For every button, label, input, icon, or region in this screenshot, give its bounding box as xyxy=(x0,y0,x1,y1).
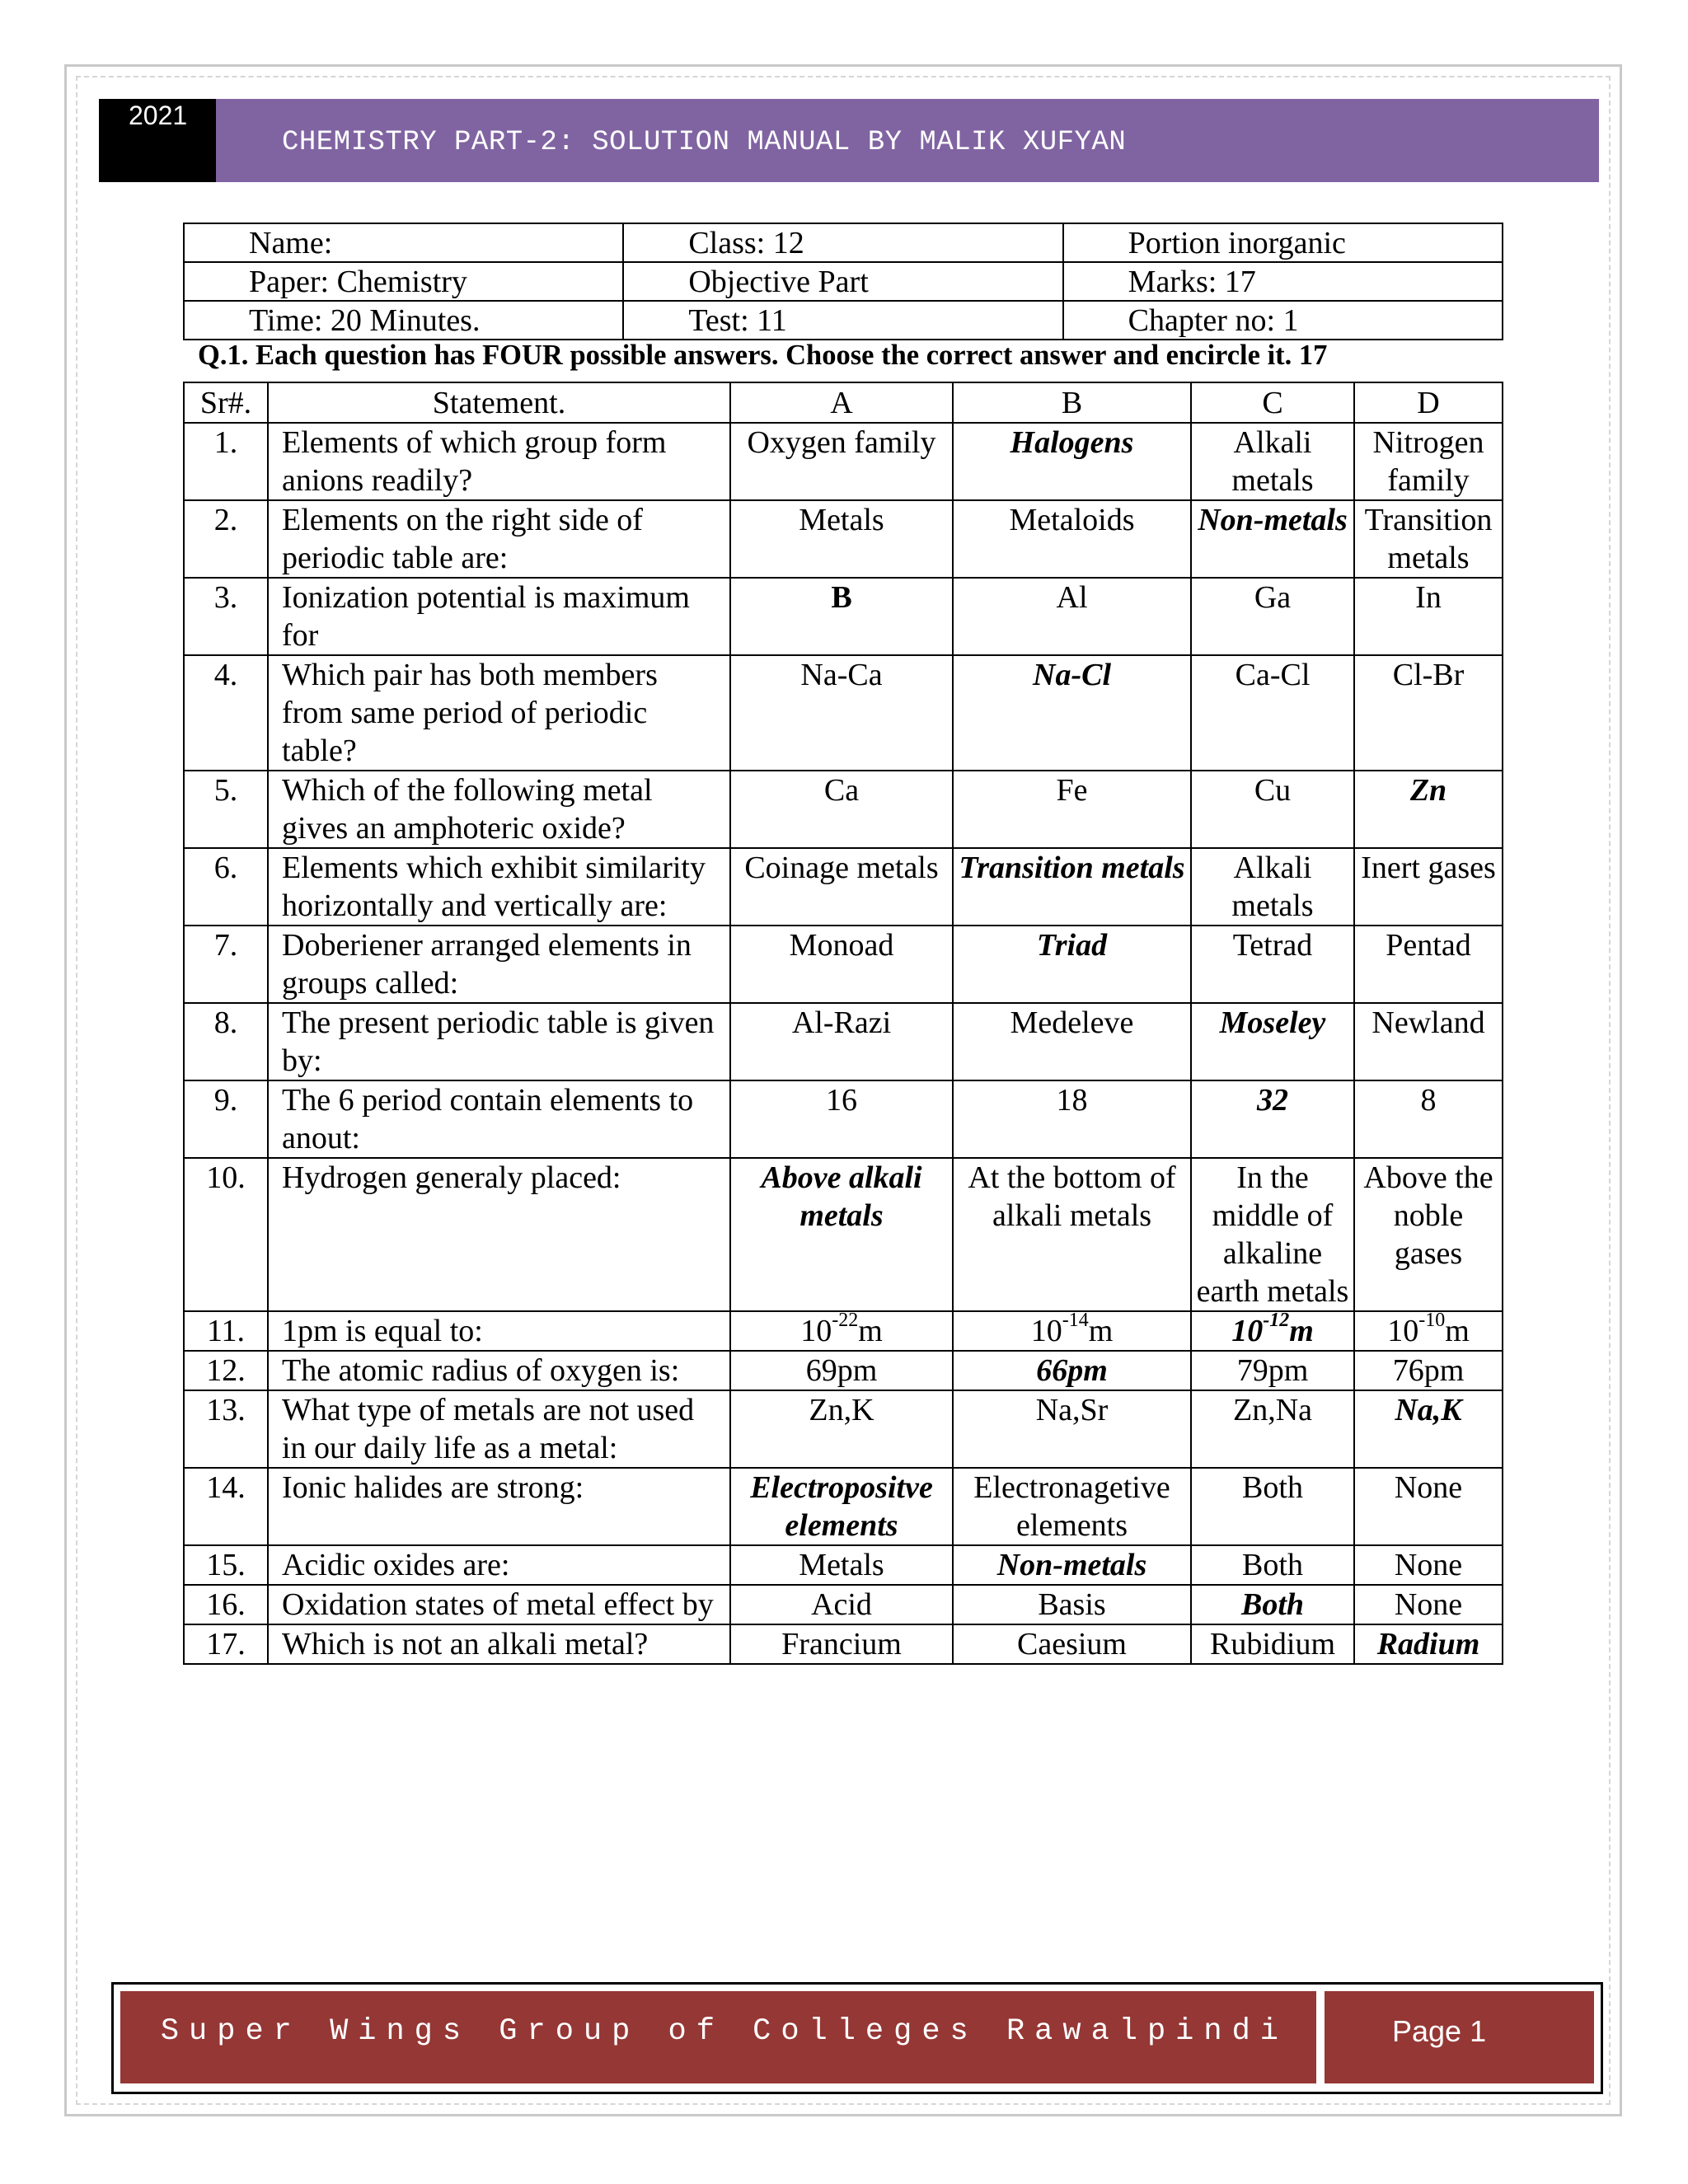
option-b: Basis xyxy=(953,1585,1191,1624)
col-header-sr: Sr#. xyxy=(184,382,268,423)
option-c: Tetrad xyxy=(1191,926,1354,1003)
option-c-correct: Both xyxy=(1191,1585,1354,1624)
option-a: Acid xyxy=(730,1585,953,1624)
question-instruction: Q.1. Each question has FOUR possible answers. Choose the correct answer and encircle it. 17 xyxy=(198,340,1328,371)
option-c: Alkali metals xyxy=(1191,848,1354,926)
option-b: At the bottom of alkali metals xyxy=(953,1158,1191,1311)
option-c: Both xyxy=(1191,1468,1354,1545)
option-c: Rubidium xyxy=(1191,1624,1354,1664)
row-sr: 7. xyxy=(184,926,268,1003)
row-sr: 12. xyxy=(184,1351,268,1390)
option-d-correct: Zn xyxy=(1354,771,1503,848)
col-header-d: D xyxy=(1354,382,1503,423)
row-sr: 14. xyxy=(184,1468,268,1545)
table-row xyxy=(184,771,1503,848)
option-c: Ca-Cl xyxy=(1191,655,1354,771)
option-a-correct: Electropositve elements xyxy=(730,1468,953,1545)
option-d: Above the noble gases xyxy=(1354,1158,1503,1311)
table-row xyxy=(184,1585,1503,1624)
option-d-correct: Radium xyxy=(1354,1624,1503,1664)
row-statement: Ionic halides are strong: xyxy=(268,1468,730,1545)
option-d xyxy=(1354,1311,1503,1351)
footer-page-number: Page 1 xyxy=(1325,1991,1594,2083)
option-a: 69pm xyxy=(730,1351,953,1390)
row-statement: Hydrogen generaly placed: xyxy=(268,1158,730,1311)
option-d: 8 xyxy=(1354,1080,1503,1158)
row-statement: Doberiener arranged elements in groups called: xyxy=(268,926,730,1003)
info-row xyxy=(184,223,1503,262)
option-a: 16 xyxy=(730,1080,953,1158)
table-row xyxy=(184,1158,1503,1311)
option-a: Ca xyxy=(730,771,953,848)
row-statement: 1pm is equal to: xyxy=(268,1311,730,1351)
option-c: Zn,Na xyxy=(1191,1390,1354,1468)
table-row xyxy=(184,1311,1503,1351)
option-b-correct: Triad xyxy=(953,926,1191,1003)
option-c: Cu xyxy=(1191,771,1354,848)
option-b: Al xyxy=(953,578,1191,655)
option-a: Na-Ca xyxy=(730,655,953,771)
row-statement: Which of the following metal gives an amphoteric oxide? xyxy=(268,771,730,848)
option-a: Francium xyxy=(730,1624,953,1664)
footer-college: Super Wings Group of Colleges Rawalpindi xyxy=(120,1991,1316,2083)
row-sr: 13. xyxy=(184,1390,268,1468)
option-b: 18 xyxy=(953,1080,1191,1158)
option-d: None xyxy=(1354,1585,1503,1624)
option-d: Nitrogen family xyxy=(1354,423,1503,500)
table-row xyxy=(184,848,1503,926)
row-statement: Elements of which group form anions readily? xyxy=(268,423,730,500)
row-sr: 8. xyxy=(184,1003,268,1080)
option-d: Newland xyxy=(1354,1003,1503,1080)
info-name: Name: xyxy=(184,223,623,262)
row-sr: 5. xyxy=(184,771,268,848)
option-d: None xyxy=(1354,1545,1503,1585)
row-sr: 9. xyxy=(184,1080,268,1158)
option-d: Pentad xyxy=(1354,926,1503,1003)
table-row xyxy=(184,926,1503,1003)
table-row xyxy=(184,1390,1503,1468)
option-b: Caesium xyxy=(953,1624,1191,1664)
option-a: Al-Razi xyxy=(730,1003,953,1080)
power-base: 10 xyxy=(1231,1314,1264,1348)
info-row xyxy=(184,262,1503,301)
option-b-correct: Na-Cl xyxy=(953,655,1191,771)
table-row xyxy=(184,1080,1503,1158)
option-c: Alkali metals xyxy=(1191,423,1354,500)
col-header-c: C xyxy=(1191,382,1354,423)
option-a: Oxygen family xyxy=(730,423,953,500)
option-b: Fe xyxy=(953,771,1191,848)
row-statement: Elements on the right side of periodic table are: xyxy=(268,500,730,578)
option-b: Electronagetive elements xyxy=(953,1468,1191,1545)
option-a: Zn,K xyxy=(730,1390,953,1468)
col-header-statement: Statement. xyxy=(268,382,730,423)
mcq-header-row xyxy=(184,382,1503,423)
option-b-correct: Halogens xyxy=(953,423,1191,500)
row-sr: 11. xyxy=(184,1311,268,1351)
option-d: In xyxy=(1354,578,1503,655)
power-unit: m xyxy=(1088,1314,1114,1348)
row-sr: 4. xyxy=(184,655,268,771)
col-header-a: A xyxy=(730,382,953,423)
info-part: Objective Part xyxy=(623,262,1062,301)
option-a: Metals xyxy=(730,1545,953,1585)
option-d: Inert gases xyxy=(1354,848,1503,926)
row-statement: The present periodic table is given by: xyxy=(268,1003,730,1080)
option-c-correct xyxy=(1191,1311,1354,1351)
option-c: Ga xyxy=(1191,578,1354,655)
row-statement: What type of metals are not used in our daily life as a metal: xyxy=(268,1390,730,1468)
option-d: 76pm xyxy=(1354,1351,1503,1390)
power-base: 10 xyxy=(800,1314,832,1348)
row-sr: 2. xyxy=(184,500,268,578)
info-test: Test: 11 xyxy=(623,301,1062,340)
header-year: 2021 xyxy=(99,99,216,182)
option-c: Both xyxy=(1191,1545,1354,1585)
table-row xyxy=(184,1624,1503,1664)
row-sr: 10. xyxy=(184,1158,268,1311)
option-a-correct: B xyxy=(730,578,953,655)
option-d-correct: Na,K xyxy=(1354,1390,1503,1468)
mcq-table xyxy=(183,382,1503,1665)
option-b: Medeleve xyxy=(953,1003,1191,1080)
option-b xyxy=(953,1311,1191,1351)
option-c-correct: Non-metals xyxy=(1191,500,1354,578)
info-chapter: Chapter no: 1 xyxy=(1063,301,1503,340)
option-d: Cl-Br xyxy=(1354,655,1503,771)
row-statement: Oxidation states of metal effect by xyxy=(268,1585,730,1624)
option-a: Metals xyxy=(730,500,953,578)
table-row xyxy=(184,578,1503,655)
row-statement: Which pair has both members from same period of periodic table? xyxy=(268,655,730,771)
info-table xyxy=(183,223,1503,340)
power-exponent: -12 xyxy=(1263,1310,1290,1332)
row-sr: 16. xyxy=(184,1585,268,1624)
power-exponent: -10 xyxy=(1418,1310,1446,1332)
row-sr: 6. xyxy=(184,848,268,926)
option-b-correct: 66pm xyxy=(953,1351,1191,1390)
option-b-correct: Non-metals xyxy=(953,1545,1191,1585)
row-statement: The atomic radius of oxygen is: xyxy=(268,1351,730,1390)
table-row xyxy=(184,1003,1503,1080)
row-statement: Acidic oxides are: xyxy=(268,1545,730,1585)
header-title: CHEMISTRY PART-2: SOLUTION MANUAL BY MALIK XUFYAN xyxy=(216,99,1599,182)
option-a xyxy=(730,1311,953,1351)
info-time: Time: 20 Minutes. xyxy=(184,301,623,340)
row-sr: 15. xyxy=(184,1545,268,1585)
power-base: 10 xyxy=(1387,1314,1419,1348)
option-a: Monoad xyxy=(730,926,953,1003)
option-a-correct: Above alkali metals xyxy=(730,1158,953,1311)
row-sr: 17. xyxy=(184,1624,268,1664)
info-row xyxy=(184,301,1503,340)
row-statement: Elements which exhibit similarity horizontally and vertically are: xyxy=(268,848,730,926)
row-sr: 3. xyxy=(184,578,268,655)
option-c-correct: Moseley xyxy=(1191,1003,1354,1080)
table-row xyxy=(184,500,1503,578)
info-portion: Portion inorganic xyxy=(1063,223,1503,262)
power-unit: m xyxy=(1445,1314,1470,1348)
option-d: Transition metals xyxy=(1354,500,1503,578)
info-paper: Paper: Chemistry xyxy=(184,262,623,301)
table-row xyxy=(184,1351,1503,1390)
col-header-b: B xyxy=(953,382,1191,423)
option-b-correct: Transition metals xyxy=(953,848,1191,926)
row-statement: The 6 period contain elements to anout: xyxy=(268,1080,730,1158)
option-c: In the middle of alkaline earth metals xyxy=(1191,1158,1354,1311)
row-sr: 1. xyxy=(184,423,268,500)
option-b: Metaloids xyxy=(953,500,1191,578)
row-statement: Ionization potential is maximum for xyxy=(268,578,730,655)
power-unit: m xyxy=(858,1314,883,1348)
row-statement: Which is not an alkali metal? xyxy=(268,1624,730,1664)
power-unit: m xyxy=(1289,1314,1314,1348)
power-base: 10 xyxy=(1030,1314,1062,1348)
table-row xyxy=(184,1468,1503,1545)
info-class: Class: 12 xyxy=(623,223,1062,262)
table-row xyxy=(184,1545,1503,1585)
info-marks: Marks: 17 xyxy=(1063,262,1503,301)
power-exponent: -14 xyxy=(1062,1310,1089,1332)
option-a: Coinage metals xyxy=(730,848,953,926)
table-row xyxy=(184,423,1503,500)
option-c-correct: 32 xyxy=(1191,1080,1354,1158)
option-b: Na,Sr xyxy=(953,1390,1191,1468)
option-c: 79pm xyxy=(1191,1351,1354,1390)
power-exponent: -22 xyxy=(832,1310,859,1332)
option-d: None xyxy=(1354,1468,1503,1545)
table-row xyxy=(184,655,1503,771)
